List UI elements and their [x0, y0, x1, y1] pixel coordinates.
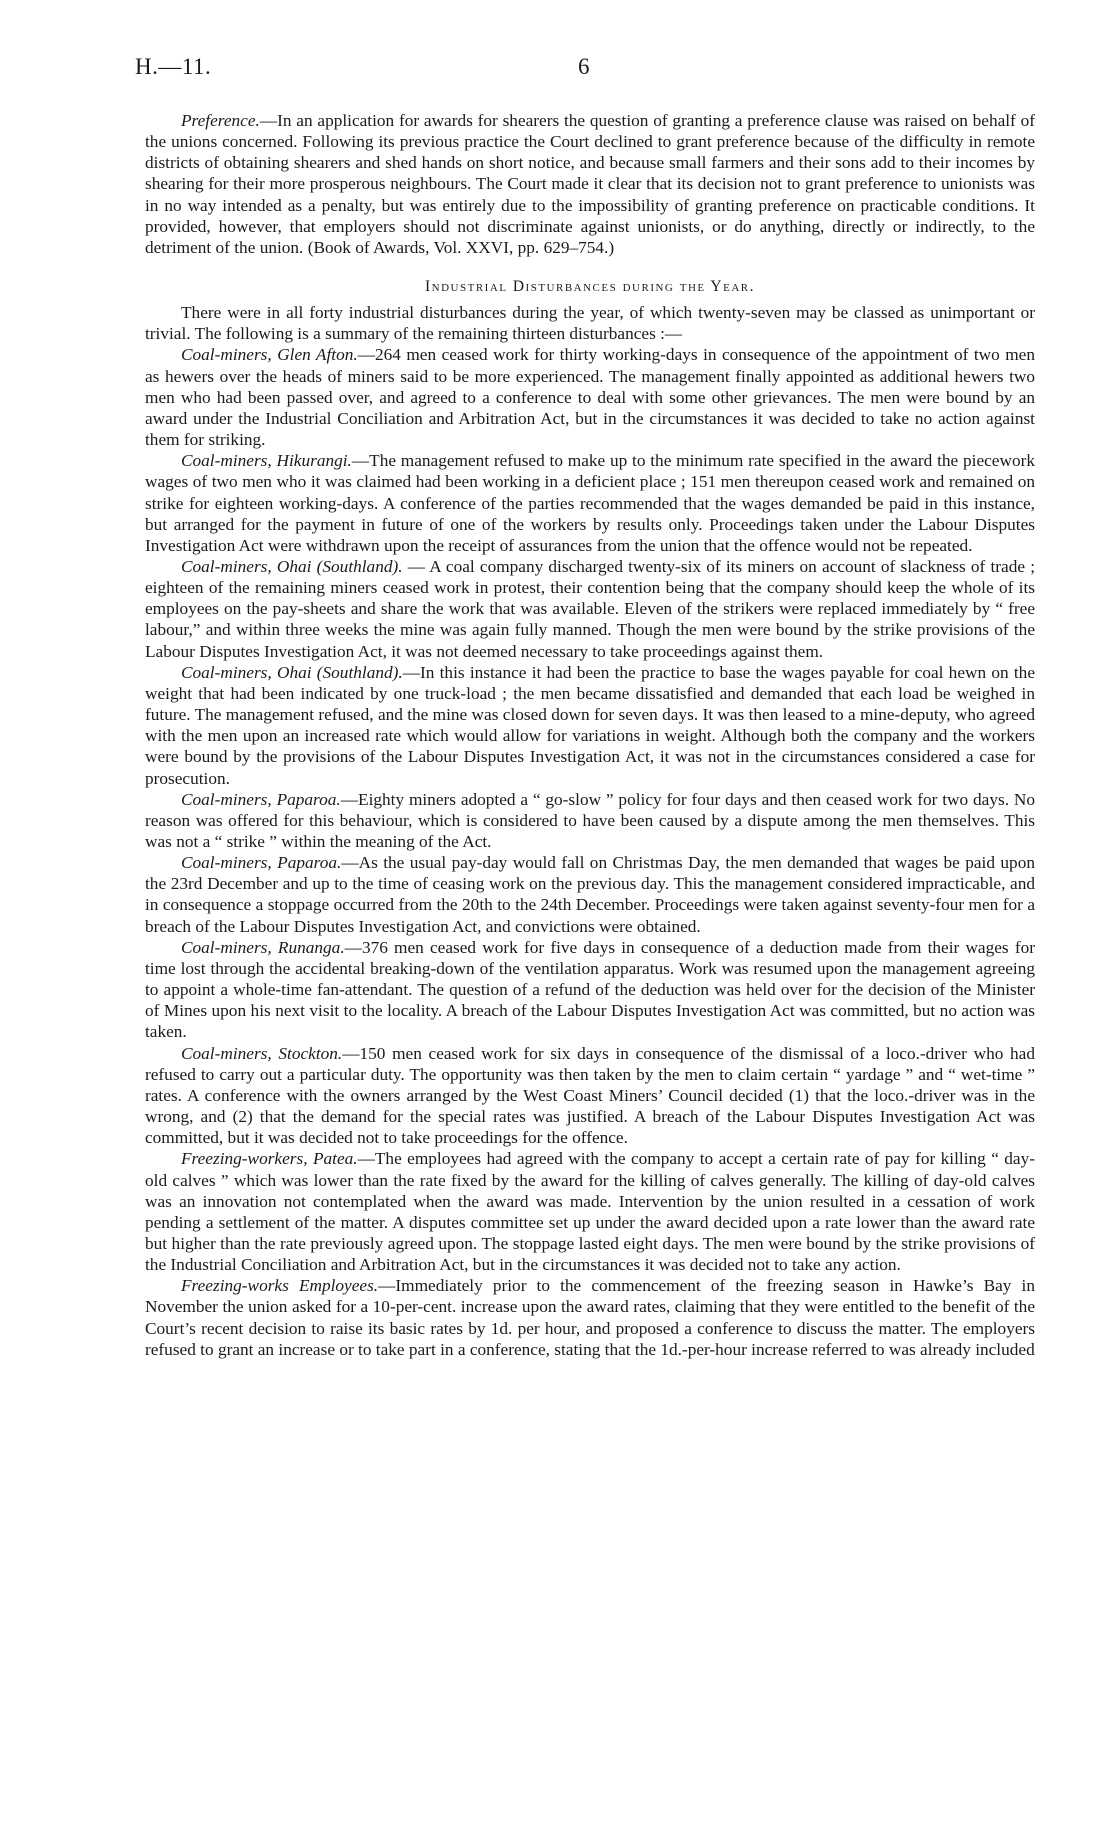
paragraph-text: —376 men ceased work for five days in consequence of a deduction made from their wages for time lost through the accidental breaking-down of the ventilation apparatus. Work was resumed upon the management agreeing to appoint a whole-time fan-attendant. The question of a refund of the deduction was held over for the decision of the Minister of Mines upon his next visit to the locality. A breach of the Labour Disputes Investigation Act was committed, but no action was taken.: [145, 937, 1035, 1042]
paragraph-preference: [145, 110, 1035, 258]
paragraph-lead: Coal-miners, Paparoa.: [181, 789, 341, 809]
paragraph-patea: [145, 1148, 1035, 1275]
paragraph-lead: Coal-miners, Stockton.: [181, 1043, 343, 1063]
body-text: [145, 110, 1035, 1360]
paragraph-text: — A coal company discharged twenty-six of its miners on account of slackness of trade ; eighteen of the remaining miners ceased work in protest, their contention being that the company should keep the whole of its employees on the pay-sheets and share the work that was available. Eleven of the strikers were replaced immediately by “ free labour,” and within three weeks the mine was again fully manned. Though the men were bound by the strike provisions of the Labour Disputes Investigation Act, it was not deemed necessary to take proceedings against them.: [145, 556, 1035, 661]
section-heading: Industrial Disturbances during the Year.: [424, 278, 756, 296]
paragraph-lead: Coal-miners, Glen Afton.: [181, 345, 358, 365]
paragraph-text: —150 men ceased work for six days in consequence of the dismissal of a loco.-driver who had refused to carry out a particular duty. The opportunity was then taken by the men to claim certain “ yardage ” and “ wet-time ” rates. A conference with the owners arranged by the West Coast Miners’ Council decided (1) that the loco.-driver was in the wrong, and (2) that the demand for the special rates was justified. A breach of the Labour Disputes Investigation Act was committed, but it was decided not to take proceedings for the offence.: [145, 1043, 1035, 1148]
paragraph-lead: Freezing-workers, Patea.: [181, 1149, 358, 1169]
paragraph-text: —As the usual pay-day would fall on Christmas Day, the men demanded that wages be paid upon the 23rd December and up to the time of ceasing work on the previous day. This the management considered impracticable, and in consequence a stoppage occurred from the 20th to the 24th December. Proceedings were taken against seventy-four men for a breach of the Labour Disputes Investigation Act, and convictions were obtained.: [145, 853, 1035, 936]
paragraph-text: —264 men ceased work for thirty working-days in consequence of the appointment of two men as hewers over the heads of miners said to be more experienced. The management finally appointed as additional hewers two men who had been passed over, and agreed to a conference to deal with some other grievances. The men were bound by an award under the Industrial Conciliation and Arbitration Act, but in the circumstances it was decided to take no action against them for striking.: [145, 345, 1035, 450]
paragraph-lead: Freezing-works Employees.: [181, 1276, 379, 1296]
paragraph-ohai-2: [145, 662, 1035, 789]
paragraph-lead: Coal-miners, Ohai (Southland).: [181, 662, 403, 682]
paragraph-text: —Immediately prior to the commencement of the freezing season in Hawke’s Bay in November the union asked for a 10-per-cent. increase upon the award rates, claiming that they were entitled to the benefit of the Court’s recent decision to raise its basic rates by 1d. per hour, and proposed a conference to discuss the matter. The employers refused to grant an increase or to take part in a conference, stating that the 1d.-per-hour increase referred to was already included: [145, 1276, 1035, 1359]
paragraph-summary: [145, 302, 1035, 344]
paragraph-text: There were in all forty industrial disturbances during the year, of which twenty-seven may be classed as unimportant or trivial. The following is a summary of the remaining thirteen disturbances :—: [145, 303, 1035, 344]
paragraph-lead: Preference.: [181, 111, 260, 130]
paragraph-lead: Coal-miners, Paparoa.: [181, 853, 342, 873]
paragraph-paparoa-1: [145, 789, 1035, 852]
paragraph-ohai-1: [145, 556, 1035, 662]
paragraph-text: —In an application for awards for shearers the question of granting a preference clause was raised on behalf of the unions concerned. Following its previous practice the Court declined to grant preference because of the difficulty in remote districts of obtaining shearers and shed hands on short notice, and because small farmers and their sons add to their incomes by shearing for their more prosperous neighbours. The Court made it clear that its decision not to grant preference to unionists was in no way intended as a penalty, but was entirely due to the impossibility of granting preference on practicable conditions. It provided, however, that employers should not discriminate against unionists, or do anything, directly or indirectly, to the detriment of the union. (Book of Awards, Vol. XXVI, pp. 629–754.): [145, 111, 1035, 257]
page-number: 6: [578, 54, 590, 79]
paragraph-lead: Coal-miners, Runanga.: [181, 937, 345, 957]
paragraph-text: —The management refused to make up to the minimum rate specified in the award the piecework wages of two men who it was claimed had been working in a deficient place ; 151 men thereupon ceased work and remained on strike for eighteen working-days. A conference of the parties recommended that the wages demanded be paid in this instance, but arranged for the payment in future of one of the workers by results only. Proceedings taken under the Labour Disputes Investigation Act were withdrawn upon the receipt of assurances from the union that the offence would not be repeated.: [145, 451, 1035, 555]
paragraph-text: —In this instance it had been the practice to base the wages payable for coal hewn on the weight that had been indicated by one truck-load ; the men became dissatisfied and demanded that each load be weighed in future. The management refused, and the mine was closed down for seven days. It was then leased to a mine-deputy, who agreed with the men upon an increased rate which would allow for variations in weight. Although both the company and the workers were bound by the provisions of the Labour Disputes Investigation Act, it was not in the circumstances considered a case for prosecution.: [145, 662, 1035, 788]
paragraph-hikurangi: [145, 450, 1035, 556]
paragraph-text: —Eighty miners adopted a “ go-slow ” policy for four days and then ceased work for two days. No reason was offered for this behaviour, which is considered to have been caused by a dispute among the men themselves. This was not a “ strike ” within the meaning of the Act.: [145, 789, 1035, 851]
paragraph-text: —The employees had agreed with the company to accept a certain rate of pay for killing “ day-old calves ” which was lower than the rate fixed by the award for the killing of calves generally. The killing of day-old calves was an innovation not contemplated when the award was made. Intervention by the union resulted in a cessation of work pending a settlement of the matter. A disputes committee set up under the award decided upon a rate lower than the award rate but higher than the rate previously agreed upon. The stoppage lasted eight days. The men were bound by the strike provisions of the Industrial Conciliation and Arbitration Act, but in the circumstances it was decided not to take any action.: [145, 1149, 1035, 1275]
parliamentary-paper-reference: H.—11.: [135, 54, 212, 79]
paragraph-lead: Coal-miners, Hikurangi.: [181, 451, 352, 471]
paragraph-runanga: [145, 937, 1035, 1043]
paragraph-freezing-works: [145, 1275, 1035, 1360]
paragraph-glen-afton: [145, 344, 1035, 450]
paragraph-paparoa-2: [145, 852, 1035, 937]
paragraph-stockton: [145, 1043, 1035, 1149]
paragraph-lead: Coal-miners, Ohai (Southland).: [181, 556, 403, 576]
